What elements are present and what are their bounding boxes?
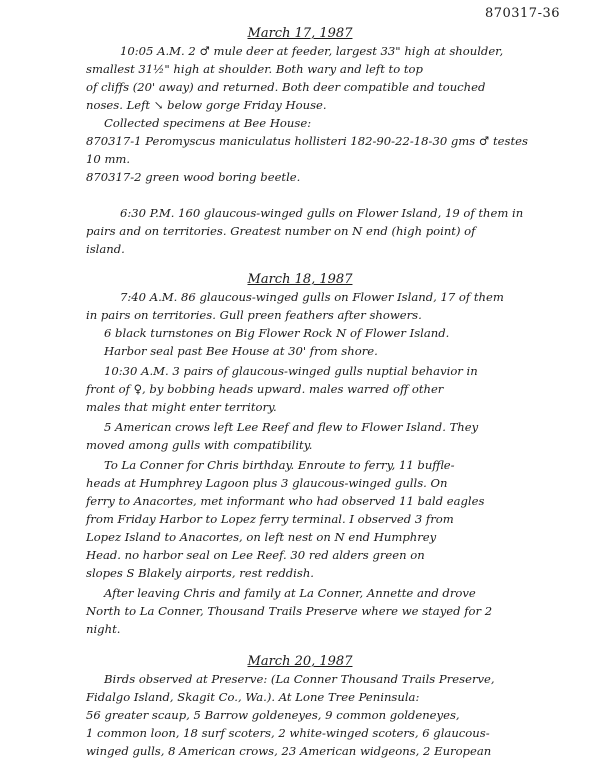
journal-line: slopes S Blakely airports, rest reddish. — [86, 566, 314, 580]
journal-line: from Friday Harbor to Lopez ferry terminal. I observed 3 from — [86, 512, 454, 526]
journal-line: 10 mm. — [86, 152, 131, 166]
journal-line: North to La Conner, Thousand Trails Preserve where we stayed for 2 — [86, 604, 493, 618]
journal-line: 5 American crows left Lee Reef and flew to Flower Island. They — [104, 420, 479, 434]
journal-line: night. — [86, 622, 121, 636]
journal-line: front of ♀, by bobbing heads upward. males warred off other — [86, 382, 444, 396]
journal-line: moved among gulls with compatibility. — [86, 438, 313, 452]
journal-line: Collected specimens at Bee House: — [104, 116, 312, 130]
journal-line: males that might enter territory. — [86, 400, 277, 414]
journal-line: Fidalgo Island, Skagit Co., Wa.). At Lone Tree Peninsula: — [86, 690, 420, 704]
journal-line: Lopez Island to Anacortes, on left nest on N end Humphrey — [86, 530, 437, 544]
journal-line: ferry to Anacortes, met informant who had observed 11 bald eagles — [86, 494, 485, 508]
journal-line: 56 greater scaup, 5 Barrow goldeneyes, 9 common goldeneyes, — [86, 708, 460, 722]
journal-line: 6:30 P.M. 160 glaucous-winged gulls on Flower Island, 19 of them in — [120, 206, 524, 220]
journal-line: 870317-2 green wood boring beetle. — [86, 170, 301, 184]
journal-line: Head. no harbor seal on Lee Reef. 30 red alders green on — [86, 548, 425, 562]
entry-date: March 18, 1987 — [247, 272, 353, 287]
journal-line: of cliffs (20' away) and returned. Both deer compatible and touched — [86, 80, 486, 94]
journal-line: To La Conner for Chris birthday. Enroute to ferry, 11 buffle- — [104, 458, 455, 472]
journal-line: Birds observed at Preserve: (La Conner Thousand Trails Preserve, — [104, 672, 495, 686]
entry-date: March 20, 1987 — [247, 654, 353, 669]
entry-date: March 17, 1987 — [247, 26, 353, 41]
journal-line: 7:40 A.M. 86 glaucous-winged gulls on Flower Island, 17 of them — [120, 290, 504, 304]
journal-line: smallest 31½" high at shoulder. Both wary and left to top — [86, 62, 423, 76]
journal-line: 10:30 A.M. 3 pairs of glaucous-winged gulls nuptial behavior in — [104, 364, 478, 378]
journal-line: 1 common loon, 18 surf scoters, 2 white-winged scoters, 6 glaucous- — [86, 726, 490, 740]
journal-line: winged gulls, 8 American crows, 23 American widgeons, 2 European — [86, 744, 492, 758]
journal-line: island. — [86, 242, 125, 256]
journal-line: 10:05 A.M. 2 ♂ mule deer at feeder, largest 33" high at shoulder, — [120, 44, 504, 58]
journal-line: 870317-1 Peromyscus maniculatus hollisteri 182-90-22-18-30 gms ♂ testes — [86, 134, 528, 148]
journal-line: in pairs on territories. Gull preen feathers after showers. — [86, 308, 422, 322]
journal-line: 6 black turnstones on Big Flower Rock N of Flower Island. — [104, 326, 450, 340]
catalog-number: 870317-36 — [484, 6, 560, 21]
journal-line: noses. Left ↘ below gorge Friday House. — [86, 98, 327, 112]
journal-line: pairs and on territories. Greatest number on N end (high point) of — [86, 224, 476, 238]
journal-line: After leaving Chris and family at La Conner, Annette and drove — [104, 586, 476, 600]
journal-line: Harbor seal past Bee House at 30' from shore. — [104, 344, 378, 358]
journal-line: heads at Humphrey Lagoon plus 3 glaucous-winged gulls. On — [86, 476, 448, 490]
